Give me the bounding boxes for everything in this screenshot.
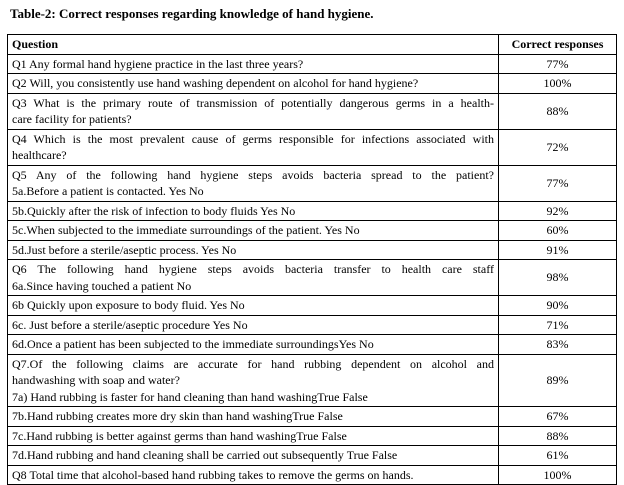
correct-response-value: 89% [499,354,617,407]
correct-response-value: 100% [499,465,617,485]
table-row [8,221,617,241]
correct-response-value: 88% [499,426,617,446]
question-cell [8,446,499,466]
question-cell [8,54,499,74]
question-text: 7b.Hand rubbing creates more dry skin than hand washingTrue False [12,409,343,423]
question-cell [8,129,499,165]
question-cell [8,407,499,427]
question-cell [8,335,499,355]
question-cell [8,426,499,446]
question-text: Q4 Which is the most prevalent cause of germs responsible for infections associated with [12,131,494,146]
table-row [8,201,617,221]
question-text: 5c.When subjected to the immediate surroundings of the patient. Yes No [12,223,360,237]
correct-response-value: 72% [499,129,617,165]
correct-response-value: 61% [499,446,617,466]
table-row [8,465,617,485]
table-row [8,315,617,335]
question-cell [8,260,499,296]
table-row [8,335,617,355]
table-row [8,54,617,74]
question-cell [8,315,499,335]
question-cell [8,354,499,407]
table-body [8,54,617,485]
question-text: 6c. Just before a sterile/aseptic procedure Yes No [12,317,248,332]
header-row [8,35,617,55]
question-text: Q2 Will, you consistently use hand washing dependent on alcohol for hand hygiene? [12,76,419,90]
question-cell [8,296,499,316]
header-correct-responses: Correct responses [499,35,617,55]
question-text: 5a.Before a patient is contacted. Yes No [12,184,204,198]
question-text: Q8 Total time that alcohol-based hand rubbing takes to remove the germs on hands. [12,467,414,482]
question-text: Q1 Any formal hand hygiene practice in the last three years? [12,56,304,71]
table-row [8,74,617,94]
question-text: 6d.Once a patient has been subjected to the immediate surroundingsYes No [12,337,374,351]
table-row [8,426,617,446]
question-text: handwashing with soap and water? [12,373,180,387]
question-text: healthcare? [12,148,67,162]
correct-response-value: 77% [499,54,617,74]
question-cell [8,240,499,260]
question-text: Q7.Of the following claims are accurate for hand rubbing dependent on alcohol and [12,356,494,371]
question-text: 6a.Since having touched a patient No [12,278,192,293]
correct-response-value: 98% [499,260,617,296]
hand-hygiene-table [7,34,617,485]
question-text: 7c.Hand rubbing is better against germs than hand washingTrue False [12,428,347,443]
table-row [8,296,617,316]
question-text: 5d.Just before a sterile/aseptic process. Yes No [12,242,237,257]
question-cell [8,221,499,241]
question-cell [8,165,499,201]
correct-response-value: 67% [499,407,617,427]
question-text: Q5 Any of the following hand hygiene steps avoids bacteria spread to the patient? [12,167,494,182]
question-cell [8,74,499,94]
correct-response-value: 83% [499,335,617,355]
question-text: Q3 What is the primary route of transmission of potentially dangerous germs in a health- [12,95,494,110]
header-question: Question [8,35,499,55]
question-cell [8,201,499,221]
table-row [8,446,617,466]
table-row [8,354,617,407]
table-row [8,240,617,260]
table-row [8,407,617,427]
correct-response-value: 91% [499,240,617,260]
table-row [8,260,617,296]
question-text: 5b.Quickly after the risk of infection to body fluids Yes No [12,203,296,218]
question-text: 7d.Hand rubbing and hand cleaning shall be carried out subsequently True False [12,448,398,462]
correct-response-value: 60% [499,221,617,241]
table-row [8,165,617,201]
question-cell [8,93,499,129]
correct-response-value: 92% [499,201,617,221]
table-row [8,93,617,129]
correct-response-value: 90% [499,296,617,316]
question-text: 7a) Hand rubbing is faster for hand cleaning than hand washingTrue False [12,389,368,404]
correct-response-value: 77% [499,165,617,201]
question-cell [8,465,499,485]
question-text: 6b Quickly upon exposure to body fluid. Yes No [12,298,245,312]
correct-response-value: 88% [499,93,617,129]
question-text: care facility for patients? [12,112,132,126]
correct-response-value: 71% [499,315,617,335]
table-caption: Table-2: Correct responses regarding knowledge of hand hygiene. [10,6,374,21]
correct-response-value: 100% [499,74,617,94]
table-row [8,129,617,165]
question-text: Q6 The following hand hygiene steps avoids bacteria transfer to health care staff [12,262,494,276]
